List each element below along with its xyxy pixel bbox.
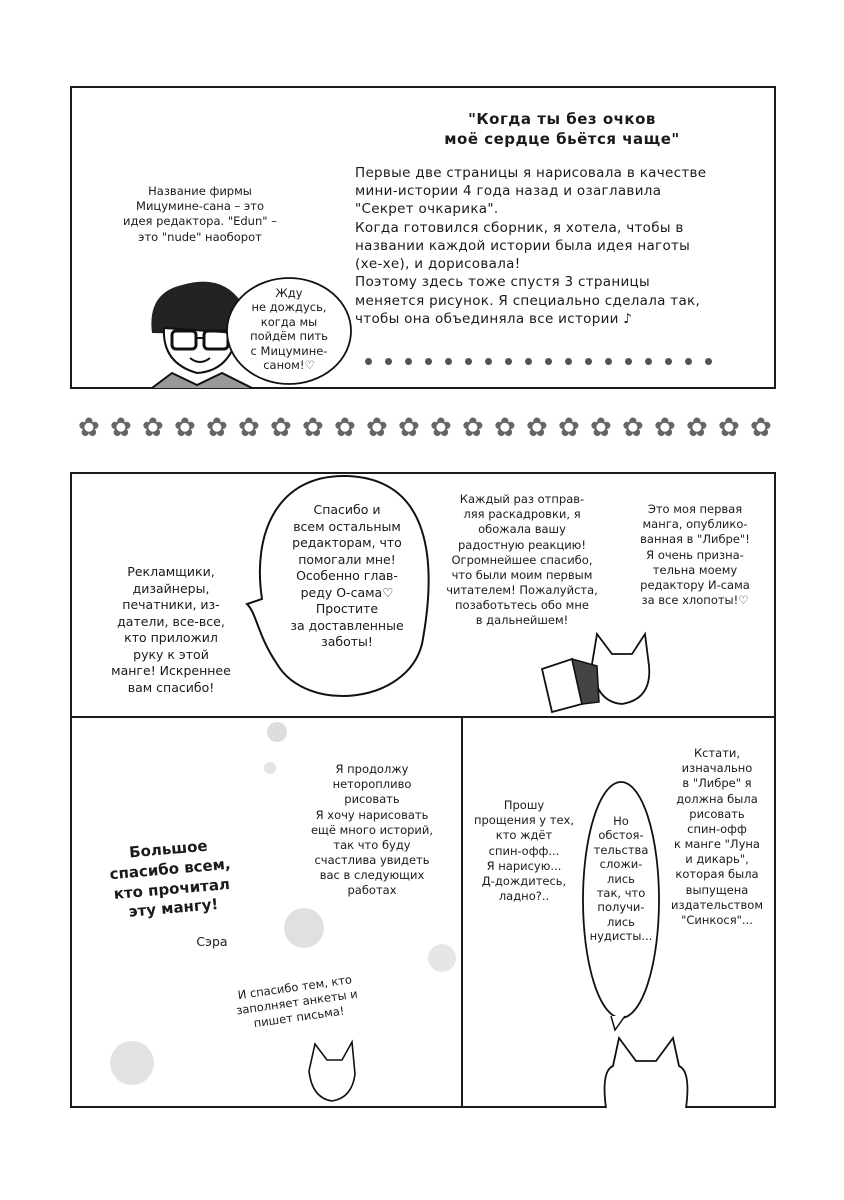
bokeh-decoration [72,718,465,1110]
author-signature: Сэра [196,934,228,949]
continue-drawing-text: Я продолжу неторопливо рисовать Я хочу нарисовать ещё много историй, так что буду счастлива увидеть вас в следующих работах [310,762,434,898]
top-title-line1: "Когда ты без очков [468,110,656,128]
thanks-staff-text: Рекламщики, дизайнеры, печатники, из- датели, все-все, кто приложил руку к этой манге! Искреннее вам спасибо! [111,564,231,695]
top-body-text: Первые две страницы я нарисовала в качестве мини-истории 4 года назад и озаглавила "Секрет очкарика". Когда готовился сборник, я хотела, чтобы в названии каждой истории была идея наготы (хе-хе), и дорисовала! Поэтому здесь тоже спустя 3 страницы меняется рисунок. Я специально сделала так, чтобы она объединяла все истории ♪ [355,165,707,327]
middle-panel [70,472,776,718]
nudist-bubble-text: Но обстоя- тельства сложи- лись так, что получи- лись нудисты... [589,814,653,943]
peeking-cat-illustration [601,1036,691,1108]
character-speech: Жду не дождусь, когда мы пойдём пить с Мицумине- саном!♡ [250,286,328,372]
bottom-left-panel [70,716,463,1108]
thanks-first-editor-text: Это моя первая манга, опублико- ванная в "Либре"! Я очень призна- тельна моему редактору И-сама за все хлопоты!♡ [640,502,750,608]
side-note: Название фирмы Мицумине-сана – это идея редактора. "Edun" – это "nude" наоборот [123,184,277,244]
big-thanks-text: Большое спасибо всем, кто прочитал эту мангу! [108,836,232,922]
thanks-reader-text: Каждый раз отправ- ляя раскадровки, я обожала вашу радостную реакцию! Огромнейшее спасибо, что были моим первым читателем! Пожалуйста, позаботьтесь обо мне в дальнейшем! [446,492,598,628]
top-title-line2: моё сердце бьётся чаще" [444,130,680,148]
spinoff-apology-text: Прошу прощения у тех, кто ждёт спин-офф... Я нарисую... Д-дождитесь, ладно?.. [473,798,575,904]
clover-divider: ✿ ✿ ✿ ✿ ✿ ✿ ✿ ✿ ✿ ✿ ✿ ✿ ✿ ✿ ✿ ✿ ✿ ✿ ✿ ✿ ✿ ✿ [78,413,772,443]
cat-reading-illustration [537,624,657,714]
top-panel [70,86,776,389]
spinoff-info-text: Кстати, изначально в "Либре" я должна была рисовать спин-офф к манге "Луна и дикарь", которая была выпущена издательством "Синкося"... [671,746,763,927]
decorative-dots [365,350,725,369]
thanks-editors-text: Спасибо и всем остальным редакторам, что помогали мне! Особенно глав- реду О-сама♡ Простите за доставленные заботы! [290,502,404,649]
letters-thanks-text: И спасибо тем, кто заполняет анкеты и пишет письма! [235,972,359,1031]
bottom-right-panel [461,716,776,1108]
small-cat-illustration [297,1036,367,1106]
